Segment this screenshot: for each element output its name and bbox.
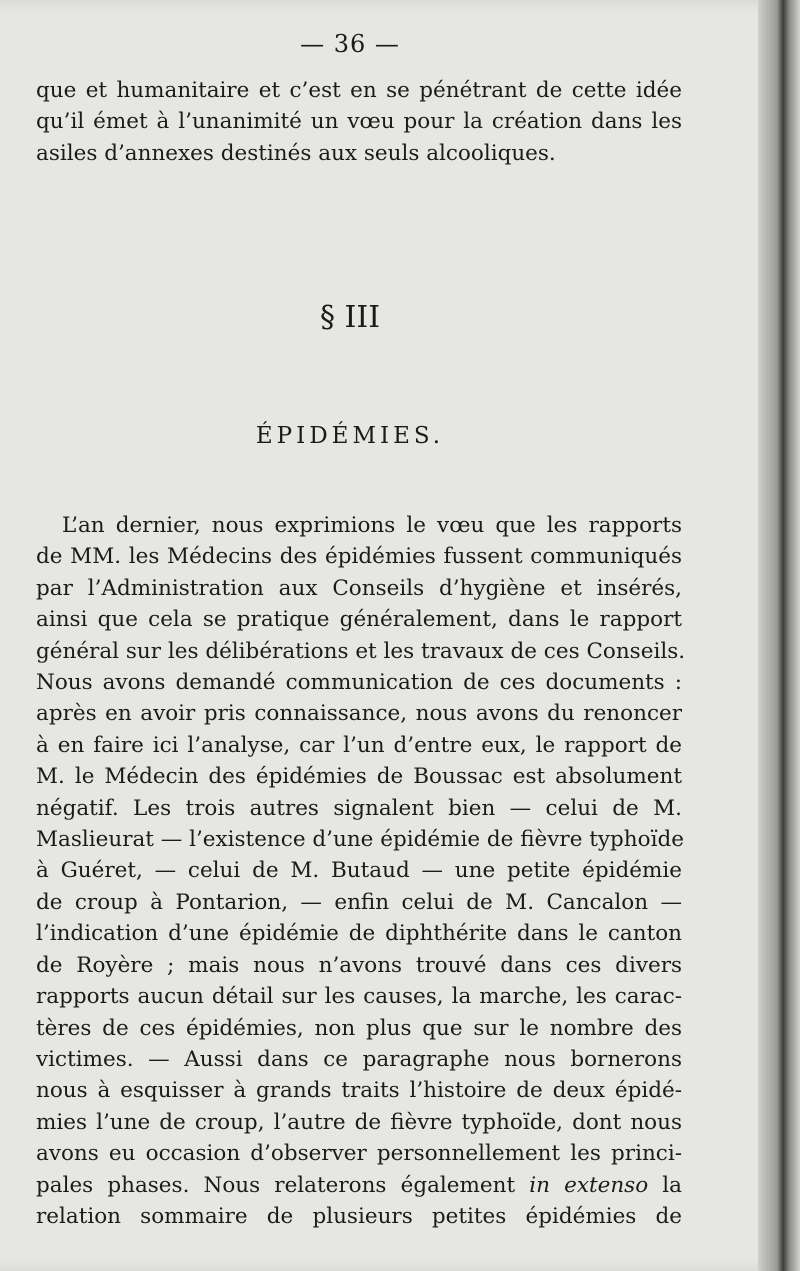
text-line: par l’Administration aux Conseils d’hygiène et insérés, <box>36 575 682 601</box>
text-line: de Royère ; mais nous n’avons trouvé dans ces divers <box>36 952 682 978</box>
text-segment: pales phases. Nous relaterons également <box>36 1172 516 1198</box>
text-line: général sur les délibérations et les travaux de ces Conseils. <box>36 638 686 664</box>
text-line: que et humanitaire et c’est en se pénétrant de cette idée <box>36 78 682 103</box>
text-segment: la <box>662 1172 682 1198</box>
text-line: après en avoir pris connaissance, nous avons du renoncer <box>36 701 682 727</box>
text-line: L’an dernier, nous exprimions le vœu que les rapports <box>62 513 682 538</box>
text-line: mies l’une de croup, l’autre de fièvre typhoïde, dont nous <box>36 1109 682 1135</box>
text-line: à Guéret, — celui de M. Butaud — une petite épidémie <box>36 858 682 884</box>
intro-paragraph <box>36 75 682 169</box>
text-line: asiles d’annexes destinés aux seuls alcooliques. <box>36 140 556 166</box>
text-line: M. le Médecin des épidémies de Boussac est absolument <box>36 764 682 790</box>
text-line: victimes. — Aussi dans ce paragraphe nous bornerons <box>36 1046 682 1072</box>
text-line: l’indication d’une épidémie de diphthérite dans le canton <box>36 921 682 947</box>
page-binding-edge <box>758 0 800 1271</box>
italic-phrase: in extenso <box>529 1172 649 1198</box>
text-line: tères de ces épidémies, non plus que sur le nombre des <box>36 1015 682 1041</box>
section-title: ÉPIDÉMIES. <box>255 423 445 449</box>
text-line: relation sommaire de plusieurs petites épidémies de <box>36 1203 682 1229</box>
text-line: négatif. Les trois autres signalent bien — celui de M. <box>36 795 682 821</box>
text-line: avons eu occasion d’observer personnellement les princi- <box>36 1141 682 1167</box>
text-line: de croup à Pontarion, — enfin celui de M. Cancalon — <box>36 889 682 915</box>
section-number: § III <box>319 300 381 335</box>
text-line: Nous avons demandé communication de ces documents : <box>36 670 682 696</box>
text-line <box>36 1170 682 1201</box>
text-line: à en faire ici l’analyse, car l’un d’entre eux, le rapport de <box>36 732 682 758</box>
text-line: Maslieurat — l’existence d’une épidémie de fièvre typhoïde <box>36 827 684 853</box>
page-number: — 36 — <box>300 30 400 58</box>
body-paragraph <box>36 510 686 1232</box>
text-line: ainsi que cela se pratique généralement, dans le rapport <box>36 607 682 633</box>
text-line: de MM. les Médecins des épidémies fussent communiqués <box>36 544 682 570</box>
text-line: qu’il émet à l’unanimité un vœu pour la création dans les <box>36 109 682 135</box>
text-line: nous à esquisser à grands traits l’histoire de deux épidé- <box>36 1078 682 1104</box>
text-line: rapports aucun détail sur les causes, la marche, les carac- <box>36 984 682 1010</box>
